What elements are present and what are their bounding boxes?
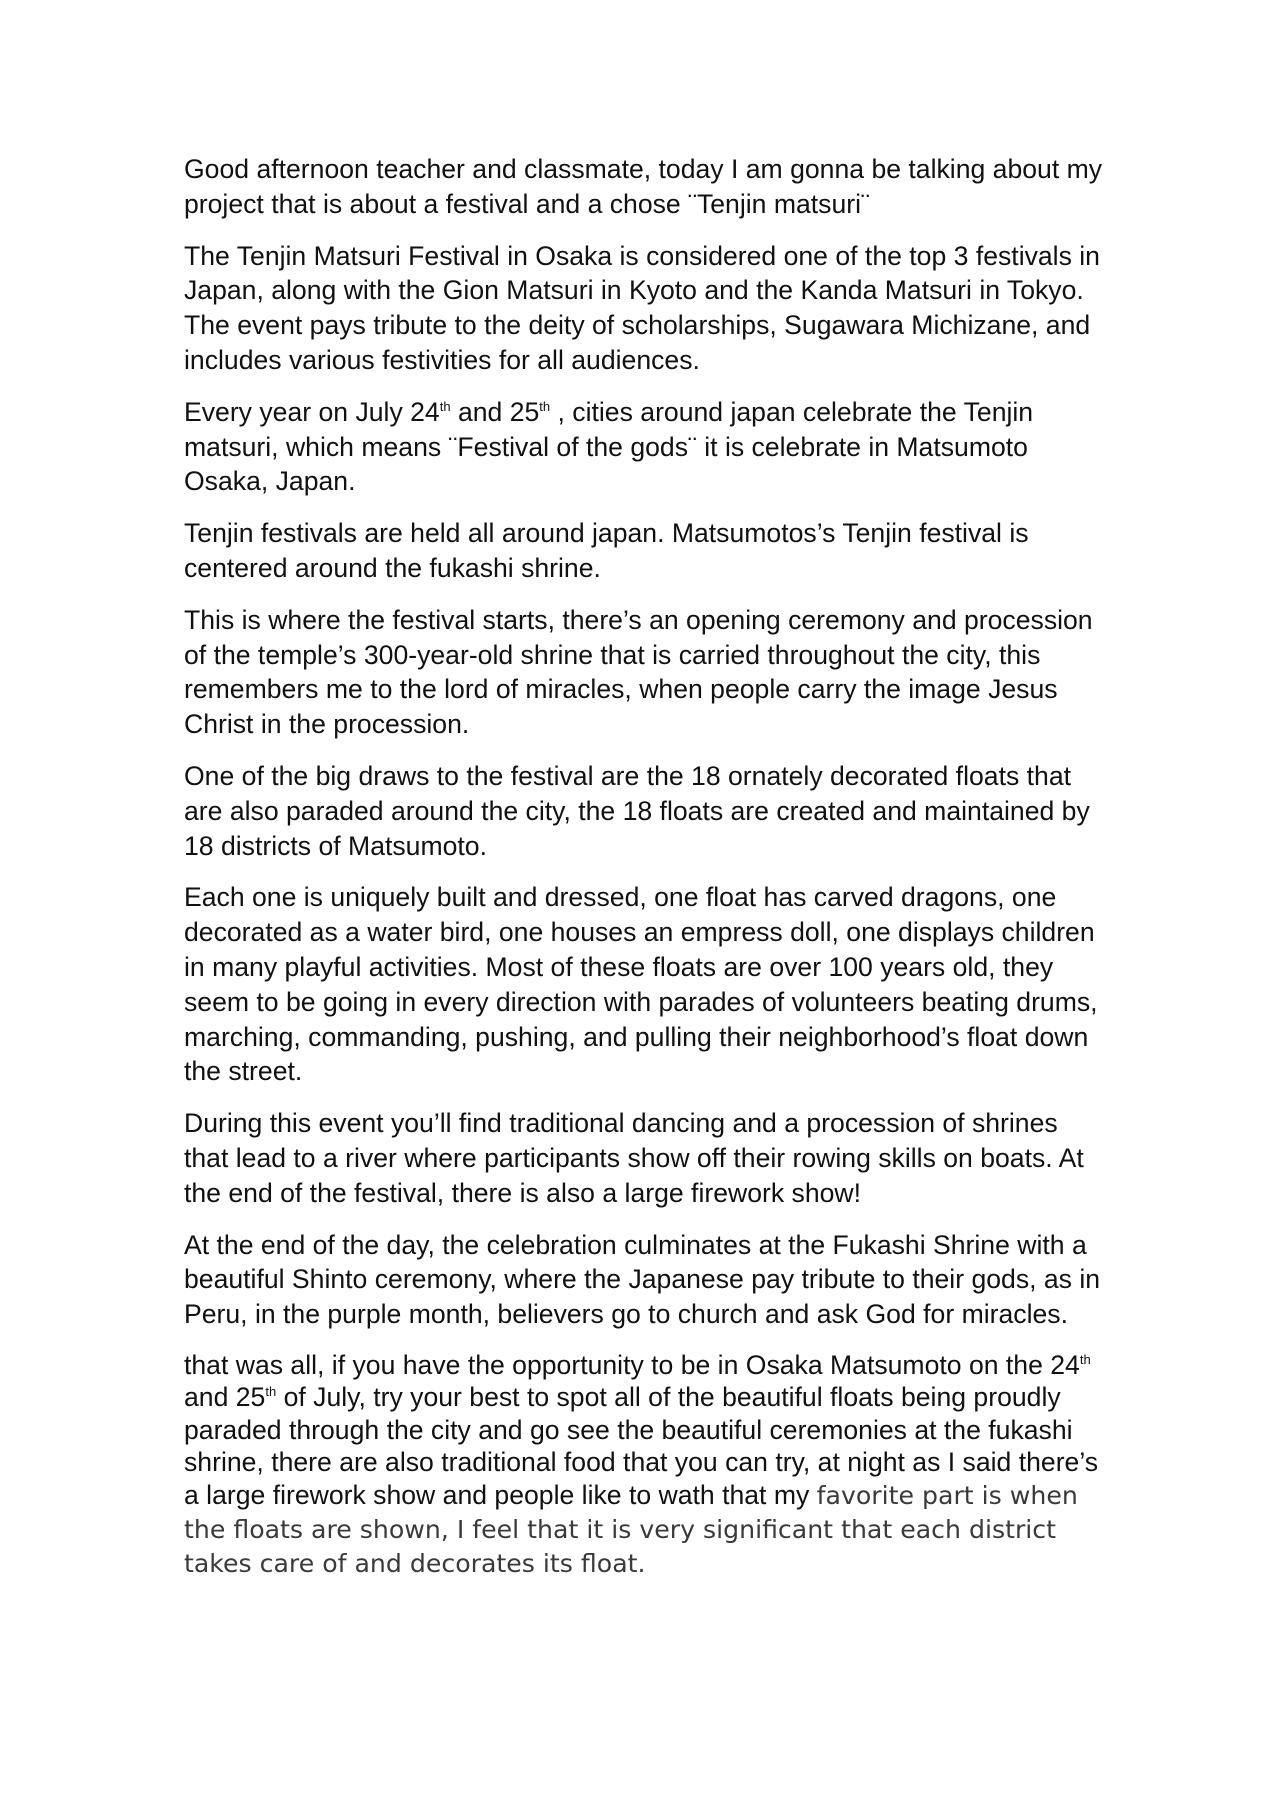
paragraph-intro: Good afternoon teacher and classmate, today I am gonna be talking about my project that is about a festival and a chose ¨Tenjin matsuri¨	[184, 154, 1103, 219]
paragraph-locations: Tenjin festivals are held all around japan. Matsumotos’s Tenjin festival is centered around the fukashi shrine.	[184, 518, 1029, 583]
paragraph-opening-ceremony: This is where the festival starts, there’s an opening ceremony and procession of the temple’s 300-year-old shrine that is carried throughout the city, this remembers me to the lord of miracles, when people carry the image Jesus Christ in the procession.	[184, 604, 1093, 740]
superscript-th: th	[439, 398, 451, 414]
superscript-th: th	[1079, 1351, 1091, 1367]
paragraph-overview: The Tenjin Matsuri Festival in Osaka is considered one of the top 3 festivals in Japan, along with the Gion Matsuri in Kyoto and the Kanda Matsuri in Tokyo. The event pays tribute to the deity of scholarships, Sugawara Michizane, and includes various festivities for all audiences.	[184, 240, 1100, 375]
paragraph-conclusion-text-d: favorite part is when the floats are shown, I feel that it is very significant that each district takes care of and decorates its float.	[184, 1480, 1078, 1578]
document-body	[184, 152, 1104, 1581]
paragraph-events: During this event you’ll find traditional dancing and a procession of shrines that lead to a river where participants show off their rowing skills on boats. At the end of the festival, there is also a large firework show!	[184, 1108, 1084, 1208]
paragraph-float-details: Each one is uniquely built and dressed, one float has carved dragons, one decorated as a water bird, one houses an empress doll, one displays children in many playful activities. Most of these floats are over 100 years old, they seem to be going in every direction with parades of volunteers beating drums, marching, commanding, pushing, and pulling their neighborhood’s float down the street.	[184, 882, 1098, 1087]
paragraph-dates-text-b: and 25	[450, 396, 540, 427]
superscript-th: th	[265, 1384, 277, 1400]
paragraph-conclusion-text-c: of July, try your best to spot all of the beautiful floats being proudly paraded through the city and go see the beautiful ceremonies at the fukashi shrine, there are also traditional food that you can try, at night as I said there’s a large firework show and people like to wath that my	[184, 1382, 1099, 1510]
paragraph-conclusion	[184, 1349, 1104, 1581]
paragraph-dates-text-a: Every year on July 24	[184, 396, 440, 427]
superscript-th: th	[539, 398, 551, 414]
paragraph-conclusion-text-b: and 25	[184, 1382, 266, 1413]
paragraph-ceremony: At the end of the day, the celebration culminates at the Fukashi Shrine with a beautiful Shinto ceremony, where the Japanese pay tribute to their gods, as in Peru, in the purple month, believers go to church and ask God for miracles.	[184, 1229, 1101, 1330]
paragraph-dates	[184, 395, 1104, 499]
paragraph-conclusion-text-a: that was all, if you have the opportunity to be in Osaka Matsumoto on the 24	[184, 1349, 1080, 1380]
paragraph-dates-text-c: , cities around japan celebrate the Tenjin matsuri, which means ¨Festival of the gods¨ it is celebrate in Matsumoto Osaka, Japan.	[184, 396, 1034, 497]
paragraph-floats: One of the big draws to the festival are the 18 ornately decorated floats that are also paraded around the city, the 18 floats are created and maintained by 18 districts of Matsumoto.	[184, 760, 1090, 861]
